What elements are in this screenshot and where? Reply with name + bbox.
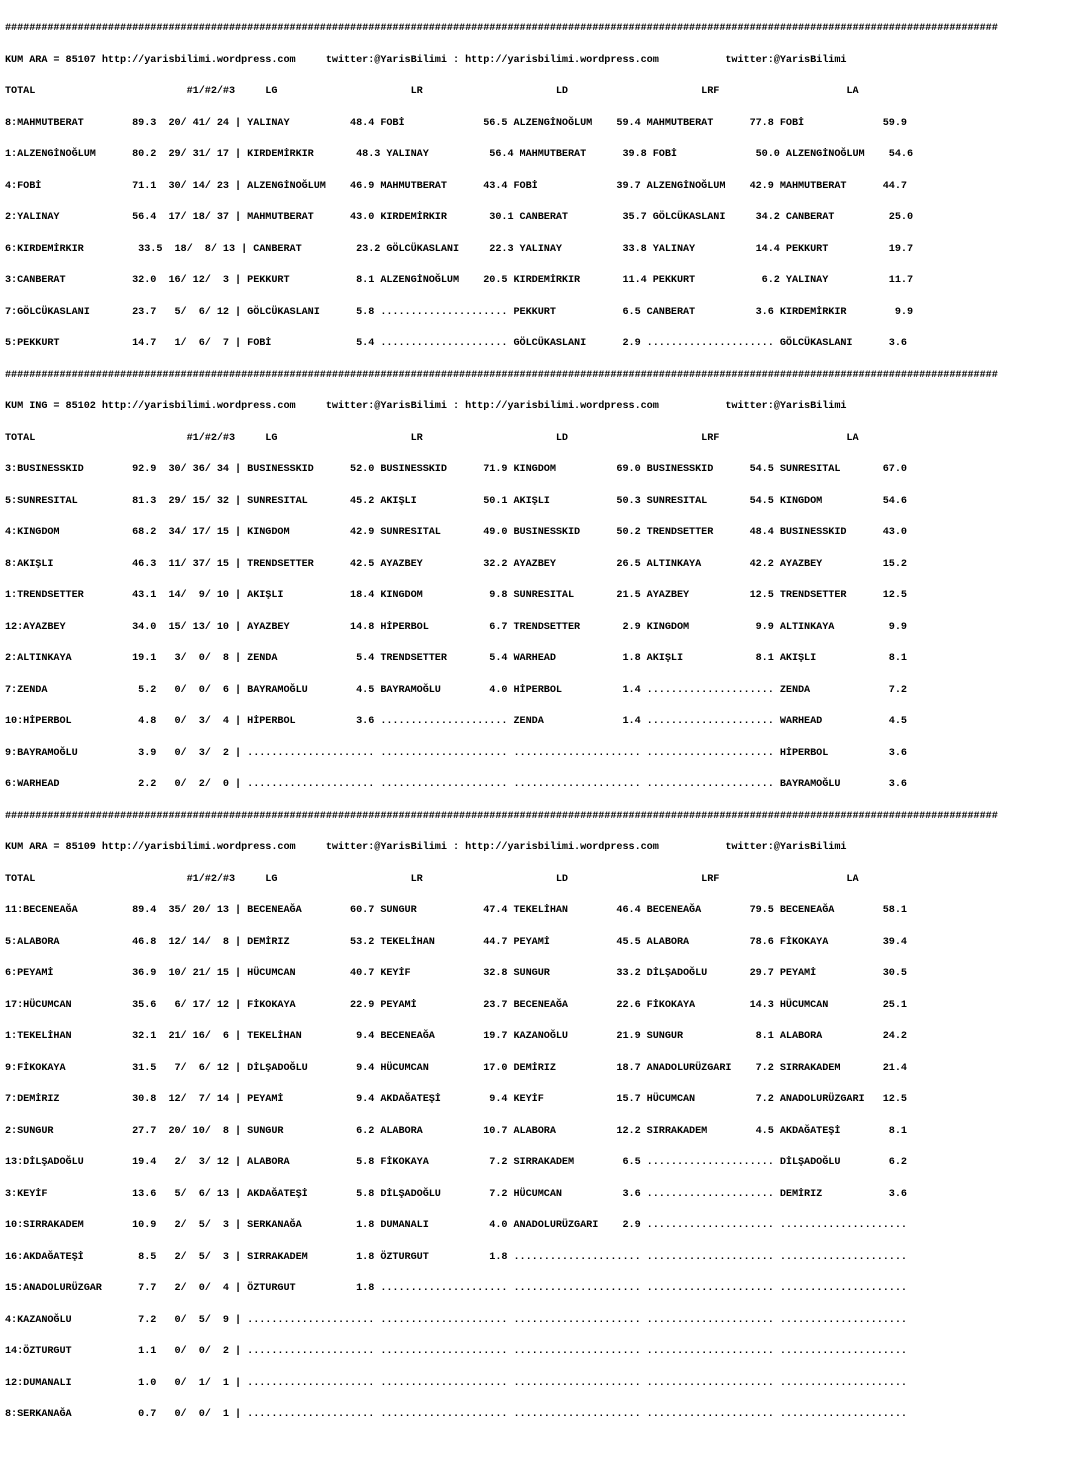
table-row: 3:BUSINESSKID 92.9 30/ 36/ 34 | BUSINESSKID 52.0 BUSINESSKID 71.9 KINGDOM 69.0 BUSINESSKID 54.5 SUNRESITAL 67.0 — [5, 464, 907, 475]
section-header-85102: KUM ING = 85102 http://yarisbilimi.wordpress.com twitter:@YarisBilimi : http://yarisbilimi.wordpress.com twitter:@YarisBilimi — [5, 401, 847, 412]
table-row: 12:AYAZBEY 34.0 15/ 13/ 10 | AYAZBEY 14.8 HİPERBOL 6.7 TRENDSETTER 2.9 KINGDOM 9.9 ALTINKAYA 9.9 — [5, 621, 907, 633]
table-row: 10:HİPERBOL 4.8 0/ 3/ 4 | HİPERBOL 3.6 ..................... ZENDA 1.4 ..................... WARHEAD 4.5 — [5, 716, 907, 727]
race-stats-sheet — [5, 3, 998, 1463]
column-header: TOTAL #1/#2/#3 LG LR LD LRF LA — [5, 86, 859, 97]
table-row: 17:HÜCUMCAN 35.6 6/ 17/ 12 | FİKOKAYA 22.9 PEYAMİ 23.7 BECENEAĞA 22.6 FİKOKAYA 14.3 HÜCUMCAN 25.1 — [5, 999, 907, 1011]
table-row: 2:SUNGUR 27.7 20/ 10/ 8 | SUNGUR 6.2 ALABORA 10.7 ALABORA 12.2 SIRRAKADEM 4.5 AKDAĞATEŞİ 8.1 — [5, 1125, 907, 1137]
hash-separator: #################################################################################################################################################################### — [5, 23, 998, 34]
table-row: 5:ALABORA 46.8 12/ 14/ 8 | DEMİRIZ 53.2 TEKELİHAN 44.7 PEYAMİ 45.5 ALABORA 78.6 FİKOKAYA 39.4 — [5, 936, 907, 948]
table-row: 9:BAYRAMOĞLU 3.9 0/ 3/ 2 | ..................... ..................... ..................... ..................... HİPERBOL 3.6 — [5, 747, 907, 759]
table-row: 11:BECENEAĞA 89.4 35/ 20/ 13 | BECENEAĞA 60.7 SUNGUR 47.4 TEKELİHAN 46.4 BECENEAĞA 79.5 BECENEAĞA 58.1 — [5, 905, 907, 916]
table-row: 16:AKDAĞATEŞİ 8.5 2/ 5/ 3 | SIRRAKADEM 1.8 ÖZTURGUT 1.8 ..................... ..................... ..................... — [5, 1251, 907, 1263]
table-row: 13:DİLŞADOĞLU 19.4 2/ 3/ 12 | ALABORA 5.8 FİKOKAYA 7.2 SIRRAKADEM 6.5 ..................... DİLŞADOĞLU 6.2 — [5, 1157, 907, 1168]
table-row: 2:ALTINKAYA 19.1 3/ 0/ 8 | ZENDA 5.4 TRENDSETTER 5.4 WARHEAD 1.8 AKIŞLI 8.1 AKIŞLI 8.1 — [5, 653, 907, 664]
hash-separator: #################################################################################################################################################################### — [5, 369, 998, 381]
hash-separator: #################################################################################################################################################################### — [5, 810, 998, 822]
table-row: 7:DEMİRIZ 30.8 12/ 7/ 14 | PEYAMİ 9.4 AKDAĞATEŞİ 9.4 KEYİF 15.7 HÜCUMCAN 7.2 ANADOLURÜZGARI 12.5 — [5, 1094, 907, 1105]
table-row: 4:KINGDOM 68.2 34/ 17/ 15 | KINGDOM 42.9 SUNRESITAL 49.0 BUSINESSKID 50.2 TRENDSETTER 48.4 BUSINESSKID 43.0 — [5, 527, 907, 538]
section-header-85107: KUM ARA = 85107 http://yarisbilimi.wordpress.com twitter:@YarisBilimi : http://yarisbilimi.wordpress.com twitter:@YarisBilimi — [5, 54, 847, 66]
table-row: 9:FİKOKAYA 31.5 7/ 6/ 12 | DİLŞADOĞLU 9.4 HÜCUMCAN 17.0 DEMİRIZ 18.7 ANADOLURÜZGARI 7.2 SIRRAKADEM 21.4 — [5, 1062, 907, 1074]
table-row: 5:SUNRESITAL 81.3 29/ 15/ 32 | SUNRESITAL 45.2 AKIŞLI 50.1 AKIŞLI 50.3 SUNRESITAL 54.5 KINGDOM 54.6 — [5, 495, 907, 507]
table-row: 4:FOBİ 71.1 30/ 14/ 23 | ALZENGİNOĞLUM 46.9 MAHMUTBERAT 43.4 FOBİ 39.7 ALZENGİNOĞLUM 42.9 MAHMUTBERAT 44.7 — [5, 180, 907, 192]
table-row: 1:ALZENGİNOĞLUM 80.2 29/ 31/ 17 | KIRDEMİRKIR 48.3 YALINAY 56.4 MAHMUTBERAT 39.8 FOBİ 50.0 ALZENGİNOĞLUM 54.6 — [5, 149, 914, 160]
table-row: 7:GÖLCÜKASLANI 23.7 5/ 6/ 12 | GÖLCÜKASLANI 5.8 ..................... PEKKURT 6.5 CANBERAT 3.6 KIRDEMİRKIR 9.9 — [5, 306, 914, 318]
table-row: 14:ÖZTURGUT 1.1 0/ 0/ 2 | ..................... ..................... ..................... ..................... ..................... — [5, 1346, 907, 1357]
section-header-85109: KUM ARA = 85109 http://yarisbilimi.wordpress.com twitter:@YarisBilimi : http://yarisbilimi.wordpress.com twitter:@YarisBilimi — [5, 842, 847, 853]
table-row: 6:KIRDEMİRKIR 33.5 18/ 8/ 13 | CANBERAT 23.2 GÖLCÜKASLANI 22.3 YALINAY 33.8 YALINAY 14.4 PEKKURT 19.7 — [5, 243, 914, 255]
table-row: 3:KEYİF 13.6 5/ 6/ 13 | AKDAĞATEŞİ 5.8 DİLŞADOĞLU 7.2 HÜCUMCAN 3.6 ..................... DEMİRIZ 3.6 — [5, 1188, 907, 1200]
table-row: 1:TEKELİHAN 32.1 21/ 16/ 6 | TEKELİHAN 9.4 BECENEAĞA 19.7 KAZANOĞLU 21.9 SUNGUR 8.1 ALABORA 24.2 — [5, 1031, 907, 1042]
table-row: 3:CANBERAT 32.0 16/ 12/ 3 | PEKKURT 8.1 ALZENGİNOĞLUM 20.5 KIRDEMİRKIR 11.4 PEKKURT 6.2 YALINAY 11.7 — [5, 275, 914, 286]
table-row: 2:YALINAY 56.4 17/ 18/ 37 | MAHMUTBERAT 43.0 KIRDEMİRKIR 30.1 CANBERAT 35.7 GÖLCÜKASLANI 34.2 CANBERAT 25.0 — [5, 212, 914, 223]
table-row: 15:ANADOLURÜZGAR 7.7 2/ 0/ 4 | ÖZTURGUT 1.8 ..................... ..................... ..................... ..................... — [5, 1283, 907, 1294]
table-row: 8:SERKANAĞA 0.7 0/ 0/ 1 | ..................... ..................... ..................... ..................... ..................... — [5, 1409, 907, 1420]
table-row: 8:MAHMUTBERAT 89.3 20/ 41/ 24 | YALINAY 48.4 FOBİ 56.5 ALZENGİNOĞLUM 59.4 MAHMUTBERAT 77.8 FOBİ 59.9 — [5, 117, 907, 129]
table-row — [5, 1442, 998, 1453]
column-header: TOTAL #1/#2/#3 LG LR LD LRF LA — [5, 432, 859, 444]
table-row: 1:TRENDSETTER 43.1 14/ 9/ 10 | AKIŞLI 18.4 KINGDOM 9.8 SUNRESITAL 21.5 AYAZBEY 12.5 TRENDSETTER 12.5 — [5, 590, 907, 601]
table-row: 5:PEKKURT 14.7 1/ 6/ 7 | FOBİ 5.4 ..................... GÖLCÜKASLANI 2.9 ..................... GÖLCÜKASLANI 3.6 — [5, 338, 907, 349]
table-row: 4:KAZANOĞLU 7.2 0/ 5/ 9 | ..................... ..................... ..................... ..................... ..................... — [5, 1314, 907, 1326]
table-row: 6:WARHEAD 2.2 0/ 2/ 0 | ..................... ..................... ..................... ..................... BAYRAMOĞLU 3.6 — [5, 779, 907, 790]
table-row: 7:ZENDA 5.2 0/ 0/ 6 | BAYRAMOĞLU 4.5 BAYRAMOĞLU 4.0 HİPERBOL 1.4 ..................... ZENDA 7.2 — [5, 684, 907, 696]
table-row: 6:PEYAMİ 36.9 10/ 21/ 15 | HÜCUMCAN 40.7 KEYİF 32.8 SUNGUR 33.2 DİLŞADOĞLU 29.7 PEYAMİ 30.5 — [5, 968, 907, 979]
table-row: 10:SIRRAKADEM 10.9 2/ 5/ 3 | SERKANAĞA 1.8 DUMANALI 4.0 ANADOLURÜZGARI 2.9 ..................... ..................... — [5, 1220, 907, 1231]
table-row: 8:AKIŞLI 46.3 11/ 37/ 15 | TRENDSETTER 42.5 AYAZBEY 32.2 AYAZBEY 26.5 ALTINKAYA 42.2 AYAZBEY 15.2 — [5, 558, 907, 570]
table-row: 12:DUMANALI 1.0 0/ 1/ 1 | ..................... ..................... ..................... ..................... ..................... — [5, 1377, 907, 1389]
column-header: TOTAL #1/#2/#3 LG LR LD LRF LA — [5, 873, 859, 885]
